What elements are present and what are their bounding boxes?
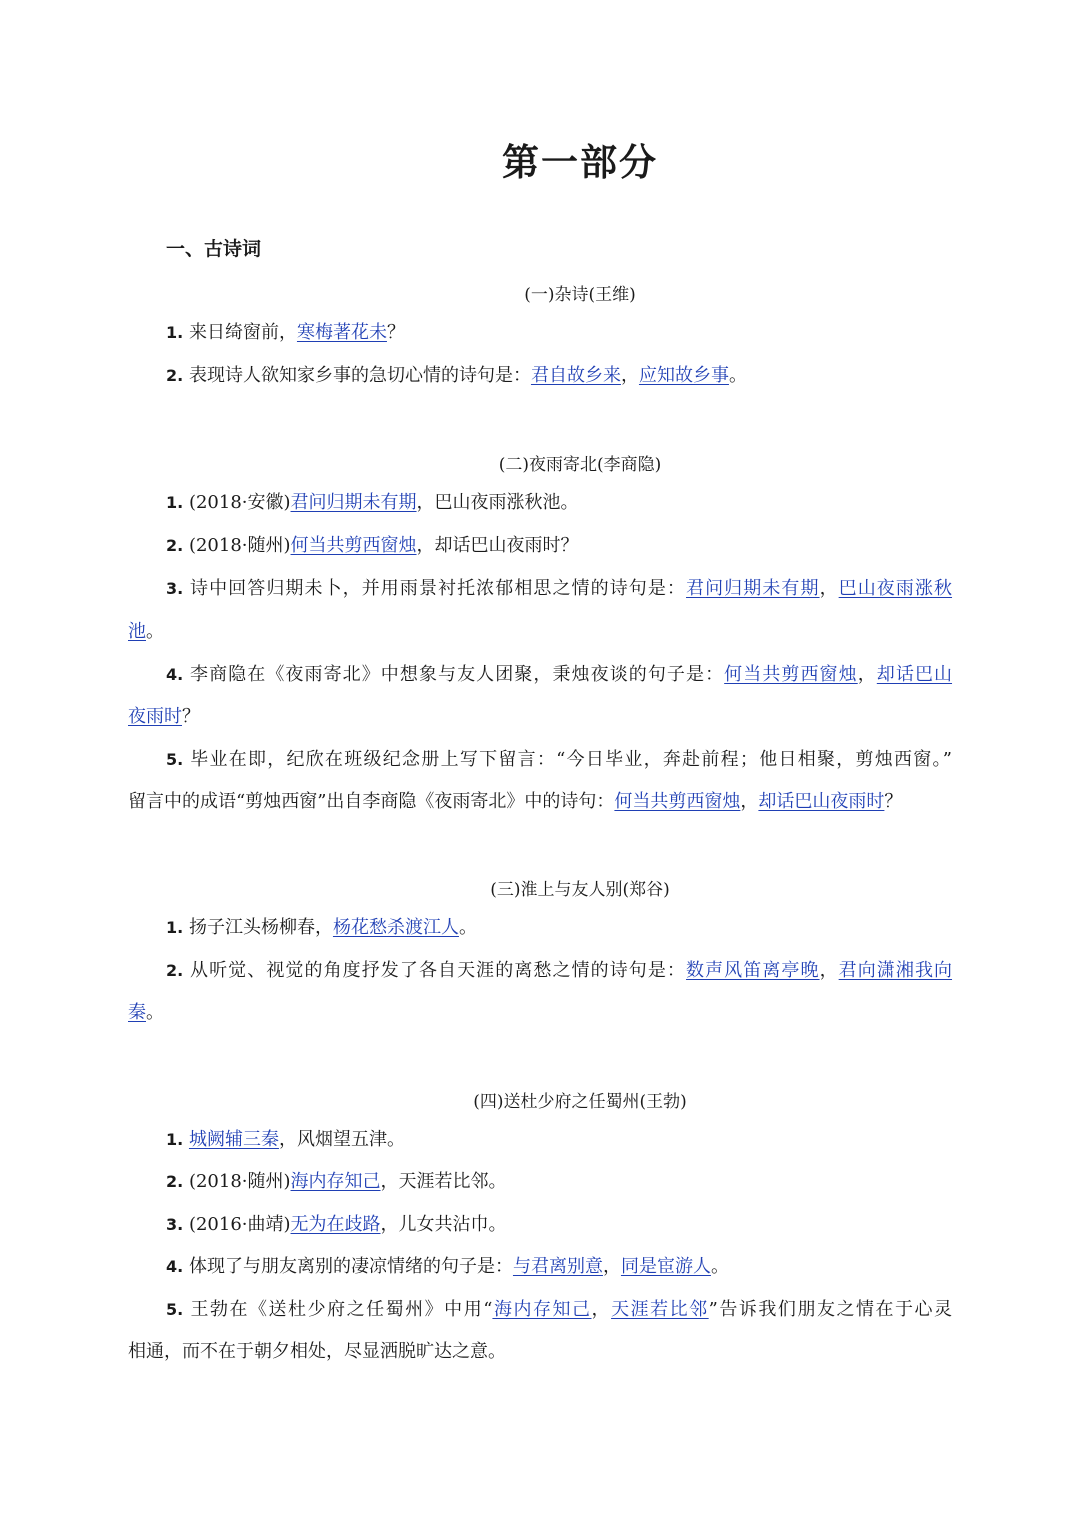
- item-number: 5.: [166, 1300, 184, 1319]
- item-text: 从听觉、视觉的角度抒发了各自天涯的离愁之情的诗句是：: [190, 960, 687, 981]
- item-number: 2.: [166, 536, 184, 555]
- item-number: 3.: [166, 579, 184, 598]
- question-item: [128, 950, 952, 992]
- question-item: [128, 355, 952, 397]
- answer-text: 秦: [128, 1002, 146, 1023]
- item-text: ”告诉我们朋友之情在于心灵: [708, 1299, 953, 1320]
- poem-heading: (三)淮上与友人别(郑谷): [490, 880, 670, 900]
- answer-text: 与君离别意: [512, 1256, 603, 1277]
- answer-text: 海内存知己: [492, 1299, 592, 1320]
- answer-text: 天涯若比邻: [611, 1299, 709, 1320]
- question-item: [128, 1161, 952, 1203]
- question-item: [128, 568, 952, 610]
- question-item: [128, 907, 952, 949]
- item-text: ，: [857, 664, 877, 685]
- item-text: 毕业在即，纪欣在班级纪念册上写下留言：“今日毕业，奔赴前程；他日相聚，剪烛西窗。”: [190, 749, 952, 770]
- item-text: 相通，而不在于朝夕相处，尽显洒脱旷达之意。: [128, 1341, 506, 1362]
- item-number: 1.: [166, 1130, 184, 1149]
- question-item: [128, 525, 952, 567]
- answer-text: 应知故乡事: [638, 365, 729, 386]
- answer-text: 君问归期未有期: [686, 578, 820, 599]
- item-text: ，: [819, 578, 839, 599]
- item-text: 。: [710, 1256, 729, 1277]
- question-item: [128, 482, 952, 524]
- answer-text: 夜雨时: [128, 706, 182, 727]
- section-heading: 一、古诗词: [166, 238, 262, 260]
- item-text: 王勃在《送杜少府之任蜀州》中用“: [190, 1299, 493, 1320]
- item-text: ，: [591, 1299, 612, 1320]
- item-text: ？: [884, 791, 903, 812]
- item-text: 。: [146, 621, 164, 642]
- answer-text: 池: [128, 621, 146, 642]
- item-text: 体现了与朋友离别的凄凉情绪的句子是：: [188, 1256, 513, 1277]
- item-text: 表现诗人欲知家乡事的急切心情的诗句是：: [188, 365, 531, 386]
- answer-text: 杨花愁杀渡江人: [332, 917, 459, 938]
- item-text: ？: [182, 706, 200, 727]
- question-item: [128, 1246, 952, 1288]
- item-text: 来日绮窗前，: [188, 322, 297, 343]
- item-text: ，巴山夜雨涨秋池。: [416, 492, 579, 513]
- question-item-continued: [128, 611, 952, 653]
- answer-text: 城阙辅三秦: [188, 1129, 279, 1150]
- item-text: 留言中的成语“剪烛西窗”出自李商隐《夜雨寄北》中的诗句：: [128, 791, 615, 812]
- item-text: ，: [602, 1256, 621, 1277]
- question-item: [128, 654, 952, 696]
- question-item-continued: [128, 781, 952, 823]
- item-number: 1.: [166, 918, 184, 937]
- page-title: 第一部分: [502, 140, 658, 184]
- poem-heading: (二)夜雨寄北(李商隐): [498, 455, 662, 475]
- poem-heading: (一)杂诗(王维): [524, 285, 636, 305]
- item-number: 3.: [166, 1215, 184, 1234]
- item-text: 诗中回答归期未卜，并用雨景衬托浓郁相思之情的诗句是：: [190, 578, 687, 599]
- item-text: 扬子江头杨柳春，: [188, 917, 333, 938]
- item-text: ，却话巴山夜雨时？: [416, 535, 579, 556]
- item-text: ，风烟望五津。: [278, 1129, 405, 1150]
- item-number: 5.: [166, 750, 184, 769]
- answer-text: 君向潇湘我向: [838, 960, 953, 981]
- item-text: (2018·安徽): [188, 492, 291, 513]
- item-number: 2.: [166, 366, 184, 385]
- answer-text: 却话巴山夜雨时: [758, 791, 885, 812]
- answer-text: 何当共剪西窗烛: [290, 535, 417, 556]
- answer-text: 寒梅著花未: [296, 322, 387, 343]
- item-text: ？: [386, 322, 405, 343]
- item-number: 1.: [166, 493, 184, 512]
- question-item: [128, 739, 952, 781]
- answer-text: 却话巴山: [876, 664, 953, 685]
- question-item: [128, 1204, 952, 1246]
- question-item: [128, 1119, 952, 1161]
- answer-text: 无为在歧路: [290, 1214, 381, 1235]
- question-item-continued: [128, 1331, 952, 1373]
- item-text: ，: [819, 960, 839, 981]
- item-text: 。: [458, 917, 477, 938]
- answer-text: 同是宦游人: [620, 1256, 711, 1277]
- answer-text: 海内存知己: [290, 1171, 381, 1192]
- item-number: 2.: [166, 1172, 184, 1191]
- question-item-continued: [128, 992, 952, 1034]
- item-text: 。: [728, 365, 747, 386]
- item-text: ，: [740, 791, 759, 812]
- item-text: (2018·随州): [188, 535, 291, 556]
- answer-text: 何当共剪西窗烛: [724, 664, 858, 685]
- item-number: 4.: [166, 1257, 184, 1276]
- poem-heading: (四)送杜少府之任蜀州(王勃): [473, 1092, 687, 1112]
- answer-text: 巴山夜雨涨秋: [838, 578, 953, 599]
- item-text: (2016·曲靖): [188, 1214, 291, 1235]
- item-text: ，儿女共沾巾。: [380, 1214, 507, 1235]
- item-number: 1.: [166, 323, 184, 342]
- item-text: ，天涯若比邻。: [380, 1171, 507, 1192]
- answer-text: 君问归期未有期: [290, 492, 417, 513]
- answer-text: 何当共剪西窗烛: [614, 791, 741, 812]
- question-item-continued: [128, 696, 952, 738]
- item-text: (2018·随州): [188, 1171, 291, 1192]
- item-text: 李商隐在《夜雨寄北》中想象与友人团聚，秉烛夜谈的句子是：: [190, 664, 725, 685]
- question-item: [128, 312, 952, 354]
- item-text: 。: [146, 1002, 164, 1023]
- item-number: 4.: [166, 665, 184, 684]
- item-text: ，: [620, 365, 639, 386]
- answer-text: 数声风笛离亭晚: [686, 960, 820, 981]
- answer-text: 君自故乡来: [530, 365, 621, 386]
- question-item: [128, 1289, 952, 1331]
- item-number: 2.: [166, 961, 184, 980]
